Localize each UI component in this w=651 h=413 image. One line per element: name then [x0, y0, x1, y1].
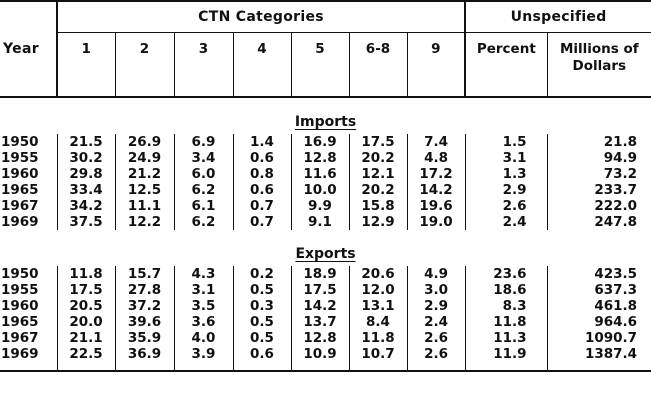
unspecified-millions-cell: 73.2	[547, 166, 651, 182]
ctn-column-header: 1	[57, 33, 115, 98]
ctn-value-cell: 12.9	[349, 214, 407, 230]
ctn-value-cell: 36.9	[115, 346, 174, 362]
ctn-value-cell: 18.9	[291, 266, 349, 282]
unspecified-millions-cell: 1090.7	[547, 330, 651, 346]
ctn-value-cell: 3.1	[174, 282, 233, 298]
year-cell: 1950	[1, 266, 39, 282]
unspecified-millions-cell: 1387.4	[547, 346, 651, 362]
ctn-value-cell: 9.1	[291, 214, 349, 230]
unspecified-percent-cell: 1.5	[465, 134, 547, 150]
unspecified-millions-cell: 21.8	[547, 134, 651, 150]
millions-header-line1: Millions of	[559, 41, 639, 57]
unspecified-percent-cell: 2.9	[465, 182, 547, 198]
ctn-value-cell: 33.4	[57, 182, 115, 198]
ctn-value-cell: 22.5	[57, 346, 115, 362]
unspecified-percent-cell: 2.6	[465, 198, 547, 214]
ctn-value-cell: 17.5	[291, 282, 349, 298]
ctn-value-cell: 39.6	[115, 314, 174, 330]
year-cell: 1950	[1, 134, 39, 150]
ctn-value-cell: 16.9	[291, 134, 349, 150]
ctn-column-header: 9	[407, 33, 465, 98]
ctn-value-cell: 14.2	[291, 298, 349, 314]
unspecified-group-header: Unspecified	[465, 1, 651, 33]
ctn-value-cell: 6.0	[174, 166, 233, 182]
ctn-value-cell: 12.8	[291, 150, 349, 166]
unspecified-percent-cell: 8.3	[465, 298, 547, 314]
table-row	[0, 214, 651, 230]
ctn-value-cell: 27.8	[115, 282, 174, 298]
ctn-value-cell: 4.3	[174, 266, 233, 282]
ctn-value-cell: 10.0	[291, 182, 349, 198]
year-cell: 1955	[1, 282, 39, 298]
ctn-value-cell: 21.5	[57, 134, 115, 150]
ctn-value-cell: 37.2	[115, 298, 174, 314]
ctn-value-cell: 3.9	[174, 346, 233, 362]
ctn-value-cell: 14.2	[407, 182, 465, 198]
year-cell: 1955	[1, 150, 39, 166]
table-row	[0, 282, 651, 298]
ctn-value-cell: 3.6	[174, 314, 233, 330]
ctn-value-cell: 6.1	[174, 198, 233, 214]
ctn-value-cell: 11.8	[57, 266, 115, 282]
ctn-column-header: 5	[291, 33, 349, 98]
ctn-value-cell: 11.1	[115, 198, 174, 214]
table-row	[0, 182, 651, 198]
ctn-value-cell: 12.5	[115, 182, 174, 198]
ctn-value-cell: 4.8	[407, 150, 465, 166]
year-cell: 1967	[1, 198, 39, 214]
ctn-value-cell: 12.1	[349, 166, 407, 182]
spacer-cell	[0, 230, 651, 242]
unspecified-millions-cell: 247.8	[547, 214, 651, 230]
ctn-value-cell: 4.9	[407, 266, 465, 282]
bottom-rule-cell	[233, 362, 291, 371]
unspecified-millions-cell: 461.8	[547, 298, 651, 314]
year-cell: 1967	[1, 330, 39, 346]
ctn-value-cell: 12.0	[349, 282, 407, 298]
ctn-value-cell: 7.4	[407, 134, 465, 150]
ctn-categories-group-header: CTN Categories	[57, 1, 465, 33]
table-row	[0, 266, 651, 282]
table-row	[0, 314, 651, 330]
ctn-value-cell: 20.5	[57, 298, 115, 314]
millions-column-header	[547, 33, 651, 98]
ctn-column-header: 6-8	[349, 33, 407, 98]
unspecified-millions-cell: 222.0	[547, 198, 651, 214]
table-row	[0, 346, 651, 362]
ctn-value-cell: 13.7	[291, 314, 349, 330]
bottom-rule-cell	[57, 362, 115, 371]
year-column-header: Year	[0, 1, 57, 97]
ctn-value-cell: 0.6	[233, 346, 291, 362]
year-cell: 1965	[1, 182, 39, 198]
ctn-value-cell: 19.0	[407, 214, 465, 230]
ctn-value-cell: 0.5	[233, 314, 291, 330]
unspecified-millions-cell: 233.7	[547, 182, 651, 198]
ctn-value-cell: 37.5	[57, 214, 115, 230]
unspecified-millions-cell: 423.5	[547, 266, 651, 282]
ctn-value-cell: 12.2	[115, 214, 174, 230]
ctn-value-cell: 8.4	[349, 314, 407, 330]
ctn-value-cell: 12.8	[291, 330, 349, 346]
bottom-rule-cell	[174, 362, 233, 371]
section-heading-cell	[0, 110, 651, 134]
table-row	[0, 330, 651, 346]
unspecified-percent-cell: 1.3	[465, 166, 547, 182]
ctn-value-cell: 13.1	[349, 298, 407, 314]
bottom-rule-cell	[115, 362, 174, 371]
ctn-value-cell: 9.9	[291, 198, 349, 214]
unspecified-millions-cell: 637.3	[547, 282, 651, 298]
year-cell: 1960	[1, 298, 39, 314]
ctn-value-cell: 15.7	[115, 266, 174, 282]
section-heading: Exports	[295, 246, 356, 262]
ctn-value-cell: 6.2	[174, 214, 233, 230]
year-cell: 1960	[1, 166, 39, 182]
ctn-value-cell: 4.0	[174, 330, 233, 346]
year-cell: 1969	[1, 214, 39, 230]
ctn-value-cell: 0.6	[233, 182, 291, 198]
bottom-rule-cell	[0, 362, 57, 371]
ctn-value-cell: 11.8	[349, 330, 407, 346]
ctn-value-cell: 10.7	[349, 346, 407, 362]
table-row	[0, 150, 651, 166]
ctn-value-cell: 2.6	[407, 346, 465, 362]
ctn-value-cell: 10.9	[291, 346, 349, 362]
unspecified-percent-cell: 11.9	[465, 346, 547, 362]
section-heading-cell	[0, 242, 651, 266]
ctn-value-cell: 21.1	[57, 330, 115, 346]
ctn-value-cell: 30.2	[57, 150, 115, 166]
ctn-value-cell: 34.2	[57, 198, 115, 214]
unspecified-percent-cell: 23.6	[465, 266, 547, 282]
spacer-cell	[0, 97, 651, 110]
ctn-value-cell: 0.6	[233, 150, 291, 166]
millions-header-line2: Dollars	[572, 58, 627, 74]
ctn-value-cell: 26.9	[115, 134, 174, 150]
table-header	[0, 1, 651, 97]
ctn-value-cell: 6.2	[174, 182, 233, 198]
table-row	[0, 166, 651, 182]
unspecified-percent-cell: 18.6	[465, 282, 547, 298]
unspecified-percent-cell: 11.8	[465, 314, 547, 330]
ctn-value-cell: 6.9	[174, 134, 233, 150]
ctn-value-cell: 3.0	[407, 282, 465, 298]
bottom-rule-cell	[407, 362, 465, 371]
ctn-value-cell: 20.2	[349, 182, 407, 198]
year-cell: 1965	[1, 314, 39, 330]
ctn-value-cell: 35.9	[115, 330, 174, 346]
ctn-column-header: 3	[174, 33, 233, 98]
table-body	[0, 97, 651, 371]
ctn-value-cell: 20.0	[57, 314, 115, 330]
ctn-value-cell: 3.5	[174, 298, 233, 314]
ctn-value-cell: 15.8	[349, 198, 407, 214]
table-row	[0, 198, 651, 214]
ctn-value-cell: 2.4	[407, 314, 465, 330]
ctn-value-cell: 17.2	[407, 166, 465, 182]
unspecified-millions-cell: 964.6	[547, 314, 651, 330]
ctn-value-cell: 17.5	[349, 134, 407, 150]
ctn-value-cell: 0.2	[233, 266, 291, 282]
bottom-rule-cell	[465, 362, 547, 371]
ctn-value-cell: 3.4	[174, 150, 233, 166]
ctn-value-cell: 0.5	[233, 282, 291, 298]
ctn-value-cell: 2.6	[407, 330, 465, 346]
percent-column-header: Percent	[465, 33, 547, 98]
ctn-value-cell: 0.7	[233, 198, 291, 214]
ctn-value-cell: 1.4	[233, 134, 291, 150]
ctn-value-cell: 0.5	[233, 330, 291, 346]
section-heading: Imports	[294, 114, 357, 130]
ctn-value-cell: 24.9	[115, 150, 174, 166]
ctn-value-cell: 19.6	[407, 198, 465, 214]
unspecified-percent-cell: 11.3	[465, 330, 547, 346]
table-row	[0, 134, 651, 150]
ctn-value-cell: 0.3	[233, 298, 291, 314]
ctn-value-cell: 0.8	[233, 166, 291, 182]
ctn-value-cell: 2.9	[407, 298, 465, 314]
year-cell: 1969	[1, 346, 39, 362]
ctn-value-cell: 11.6	[291, 166, 349, 182]
ctn-value-cell: 20.6	[349, 266, 407, 282]
ctn-column-header: 2	[115, 33, 174, 98]
ctn-column-header: 4	[233, 33, 291, 98]
ctn-value-cell: 17.5	[57, 282, 115, 298]
bottom-rule-cell	[547, 362, 651, 371]
section-heading-row	[0, 242, 651, 266]
bottom-rule-cell	[349, 362, 407, 371]
ctn-value-cell: 0.7	[233, 214, 291, 230]
bottom-rule-cell	[291, 362, 349, 371]
ctn-value-cell: 29.8	[57, 166, 115, 182]
ctn-value-cell: 20.2	[349, 150, 407, 166]
table-row	[0, 298, 651, 314]
unspecified-millions-cell: 94.9	[547, 150, 651, 166]
section-heading-row	[0, 110, 651, 134]
ctn-value-cell: 21.2	[115, 166, 174, 182]
unspecified-percent-cell: 3.1	[465, 150, 547, 166]
unspecified-percent-cell: 2.4	[465, 214, 547, 230]
